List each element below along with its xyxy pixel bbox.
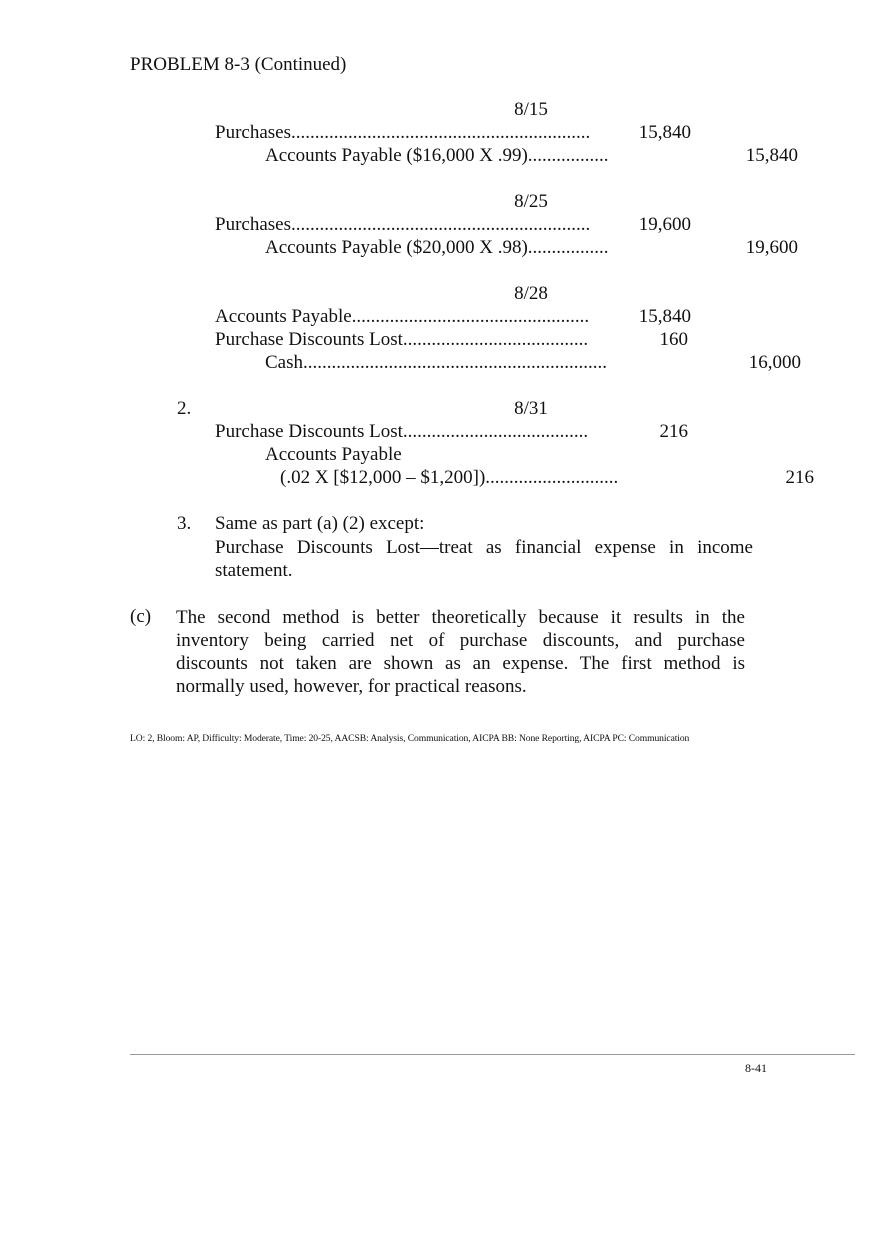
entry-account: Purchases............................................................... <box>215 122 591 143</box>
entry-debit: 19,600 <box>638 214 691 235</box>
part-label: (c) <box>130 606 152 627</box>
part3-text: Same as part (a) (2) except: <box>215 513 425 534</box>
page-title: PROBLEM 8-3 (Continued) <box>130 54 347 75</box>
entry-debit: 15,840 <box>638 122 691 143</box>
entry-account: Cash................................................................ <box>265 352 607 373</box>
entry-account: (.02 X [$12,000 – $1,200])............................ <box>280 467 619 488</box>
entry-account: Purchases............................................................... <box>215 214 591 235</box>
partc-line: discounts not taken are shown as an expense. The first method is <box>176 653 745 674</box>
part-number: 3. <box>177 513 192 534</box>
entry-credit: 216 <box>785 467 814 488</box>
entry-account: Accounts Payable ($16,000 X .99)................. <box>265 145 609 166</box>
page-number: 8-41 <box>745 1061 767 1075</box>
partc-line: inventory being carried net of purchase discounts, and purchase <box>176 630 745 651</box>
entry-account: Purchase Discounts Lost....................................... <box>215 329 589 350</box>
entry-debit: 216 <box>659 421 688 442</box>
part3-text: Purchase Discounts Lost—treat as financial expense in income <box>215 537 753 558</box>
partc-line: The second method is better theoretically because it results in the <box>176 607 745 628</box>
footer-divider <box>130 1054 855 1055</box>
partc-line: normally used, however, for practical reasons. <box>176 676 527 697</box>
learning-objective-metadata: LO: 2, Bloom: AP, Difficulty: Moderate, Time: 20-25, AACSB: Analysis, Communication, AICPA BB: None Reporting, AICPA PC: Communication <box>130 733 690 744</box>
entry-date: 8/25 <box>514 191 548 212</box>
entry-account: Purchase Discounts Lost....................................... <box>215 421 589 442</box>
entry-credit: 19,600 <box>745 237 798 258</box>
entry-date: 8/28 <box>514 283 548 304</box>
entry-account: Accounts Payable <box>265 444 402 465</box>
entry-debit: 15,840 <box>638 306 691 327</box>
entry-date: 8/31 <box>514 398 548 419</box>
entry-credit: 15,840 <box>745 145 798 166</box>
entry-date: 8/15 <box>514 99 548 120</box>
entry-credit: 16,000 <box>748 352 801 373</box>
part3-text: statement. <box>215 560 293 581</box>
entry-debit: 160 <box>659 329 688 350</box>
entry-account: Accounts Payable.................................................. <box>215 306 590 327</box>
part-number: 2. <box>177 398 192 419</box>
entry-account: Accounts Payable ($20,000 X .98)................. <box>265 237 609 258</box>
